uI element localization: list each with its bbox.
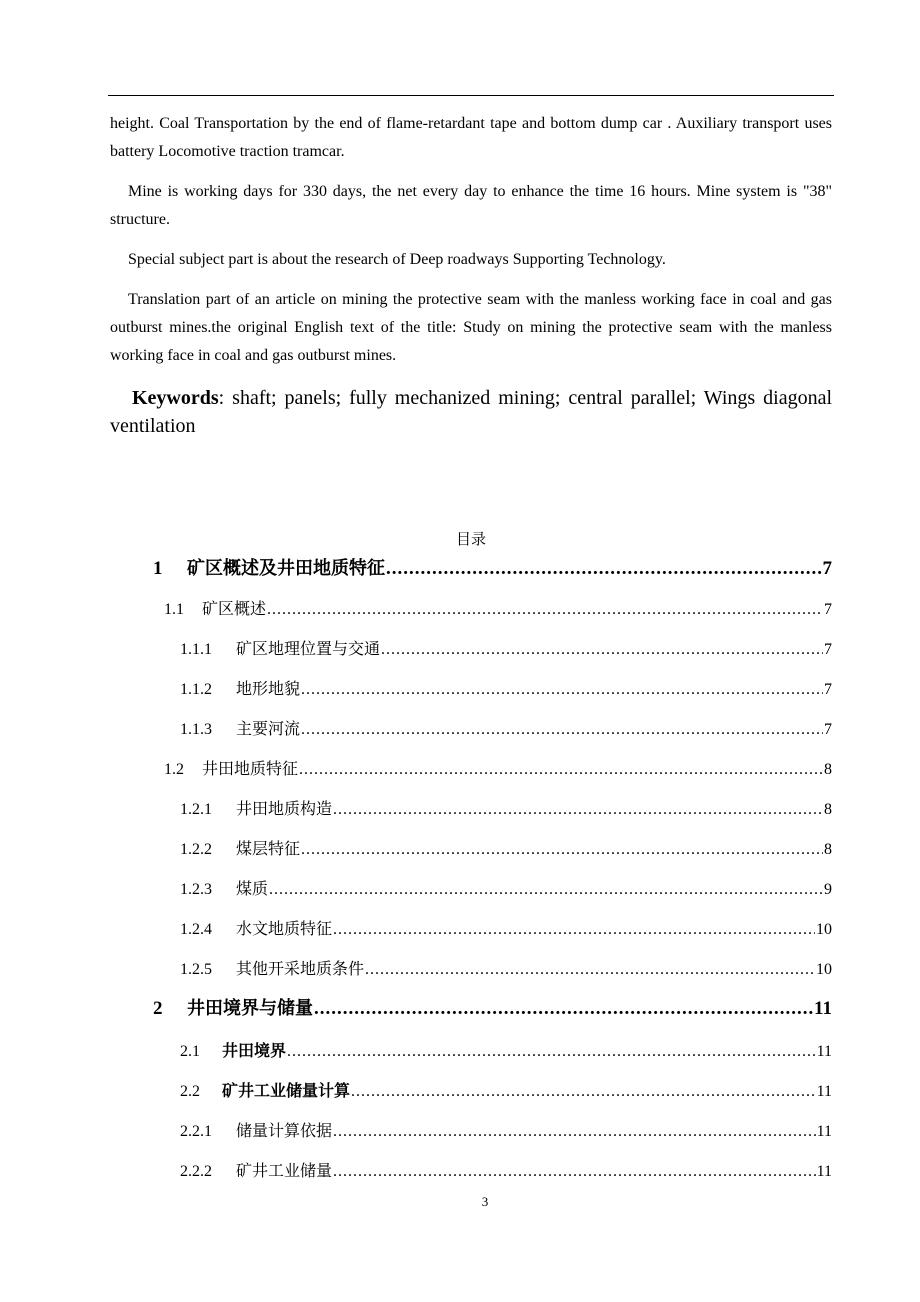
toc-entry-title: 井田境界 <box>222 1041 287 1060</box>
toc-entry[interactable] <box>180 1078 832 1101</box>
toc-entry-number: 1.2 <box>164 761 184 778</box>
toc-entry-number: 1.1.1 <box>180 641 212 658</box>
page-number: 3 <box>481 1194 489 1209</box>
toc-entry[interactable] <box>180 1038 832 1061</box>
toc-entry-number: 2.1 <box>180 1043 200 1060</box>
keywords-line <box>110 384 832 440</box>
toc-entry-page: 7 <box>824 641 832 658</box>
toc-leader-dots <box>333 1123 816 1141</box>
toc-entry-number: 1.1.2 <box>180 681 212 698</box>
toc-entry[interactable] <box>180 716 832 739</box>
toc-entry-number: 1.2.5 <box>180 961 212 978</box>
toc-entry-page: 8 <box>824 761 832 778</box>
toc-leader-dots <box>333 801 823 819</box>
toc-entry-number: 1.2.3 <box>180 881 212 898</box>
keywords-text: : shaft; panels; fully mechanized mining; central parallel; Wings diagonal ventilation <box>110 387 832 437</box>
toc-entry-number: 1.2.1 <box>180 801 212 818</box>
toc-entry-title: 其他开采地质条件 <box>236 959 365 978</box>
toc-leader-dots <box>333 921 815 939</box>
toc-entry[interactable] <box>153 554 832 580</box>
toc-entry[interactable] <box>180 1118 832 1141</box>
toc-entry-page: 10 <box>816 961 832 978</box>
toc-entry-number: 1.1.3 <box>180 721 212 738</box>
toc-leader-dots <box>267 601 823 619</box>
paragraph-working-days: Mine is working days for 330 days, the net every day to enhance the time 16 hours. Mine system is "38" structure. <box>110 183 832 228</box>
toc-entry-number: 2 <box>153 998 163 1019</box>
toc-entry-page: 11 <box>814 998 832 1019</box>
toc-entry-number: 1.1 <box>164 601 184 618</box>
toc-entry[interactable] <box>180 836 832 859</box>
toc-entry-title: 矿区概述及井田地质特征 <box>187 558 385 579</box>
toc-entry-number: 1 <box>153 558 163 579</box>
toc-entry[interactable] <box>164 756 832 779</box>
toc-entry[interactable] <box>180 916 832 939</box>
toc-leader-dots <box>301 841 823 859</box>
toc-entry-page: 7 <box>824 681 832 698</box>
toc-title: 目录 <box>455 530 486 548</box>
toc-entry-number: 2.2.2 <box>180 1163 212 1180</box>
toc-entry-number: 2.2.1 <box>180 1123 212 1140</box>
toc-entry[interactable] <box>164 596 832 619</box>
toc-entry-page: 7 <box>824 601 832 618</box>
toc-entry-page: 10 <box>816 921 832 938</box>
toc-entry[interactable] <box>180 796 832 819</box>
toc-entry-page: 9 <box>824 881 832 898</box>
toc-entry-title: 井田地质构造 <box>236 799 333 818</box>
toc-entry-page: 11 <box>816 1123 832 1140</box>
toc-entry-page: 7 <box>822 558 832 579</box>
toc-entry-page: 8 <box>824 801 832 818</box>
toc-leader-dots <box>299 761 823 779</box>
toc-entry-number: 2.2 <box>180 1083 200 1100</box>
toc-leader-dots <box>287 1043 816 1061</box>
toc-leader-dots <box>351 1083 816 1101</box>
toc-leader-dots <box>269 881 823 899</box>
abstract-body <box>110 110 832 452</box>
toc-entry-title: 储量计算依据 <box>236 1121 333 1140</box>
toc-leader-dots <box>386 558 822 580</box>
toc-entry-title: 井田境界与储量 <box>187 998 313 1019</box>
toc-entry-title: 水文地质特征 <box>236 919 333 938</box>
toc-entry-title: 煤质 <box>236 879 269 898</box>
toc-leader-dots <box>314 998 813 1020</box>
keywords-label: Keywords <box>132 387 219 409</box>
toc-entry[interactable] <box>180 676 832 699</box>
toc-entry[interactable] <box>180 636 832 659</box>
toc-entry-page: 11 <box>816 1043 832 1060</box>
paragraph-transport <box>110 110 832 166</box>
toc-entry-number: 1.2.4 <box>180 921 212 938</box>
toc-entry-title: 地形地貌 <box>236 679 301 698</box>
toc-entry[interactable] <box>180 876 832 899</box>
toc-entry-title: 主要河流 <box>236 719 301 738</box>
toc-entry-number: 1.2.2 <box>180 841 212 858</box>
toc-entry[interactable] <box>180 1158 832 1181</box>
toc-leader-dots <box>301 721 823 739</box>
toc-entry-title: 井田地质特征 <box>202 759 299 778</box>
toc-entry[interactable] <box>180 956 832 979</box>
toc-entry-title: 煤层特征 <box>236 839 301 858</box>
toc-entry-page: 8 <box>824 841 832 858</box>
toc-leader-dots <box>333 1163 816 1181</box>
paragraph-special-subject: Special subject part is about the research of Deep roadways Supporting Technology. <box>128 251 666 268</box>
toc-leader-dots <box>365 961 815 979</box>
toc-entry-title: 矿区概述 <box>202 599 267 618</box>
toc-entry-title: 矿井工业储量 <box>236 1161 333 1180</box>
paragraph-translation: Translation part of an article on mining the protective seam with the manless working face in coal and gas outburst mines.the original English text of the title: Study on mining the protective seam with the manless working face in coal and gas outburst mines. <box>110 291 832 364</box>
toc-entry-page: 7 <box>824 721 832 738</box>
header-rule <box>108 95 834 96</box>
paragraph-transport-text: height. Coal Transportation by the end of flame-retardant tape and bottom dump car . Auxiliary transport uses battery Locomotive traction tramcar. <box>110 115 832 160</box>
toc-entry-title: 矿区地理位置与交通 <box>236 639 381 658</box>
toc-entry-page: 11 <box>816 1163 832 1180</box>
toc-entry[interactable] <box>153 994 832 1020</box>
toc-entry-title: 矿井工业储量计算 <box>222 1081 351 1100</box>
toc-leader-dots <box>301 681 823 699</box>
toc-entry-page: 11 <box>816 1083 832 1100</box>
toc-leader-dots <box>381 641 823 659</box>
